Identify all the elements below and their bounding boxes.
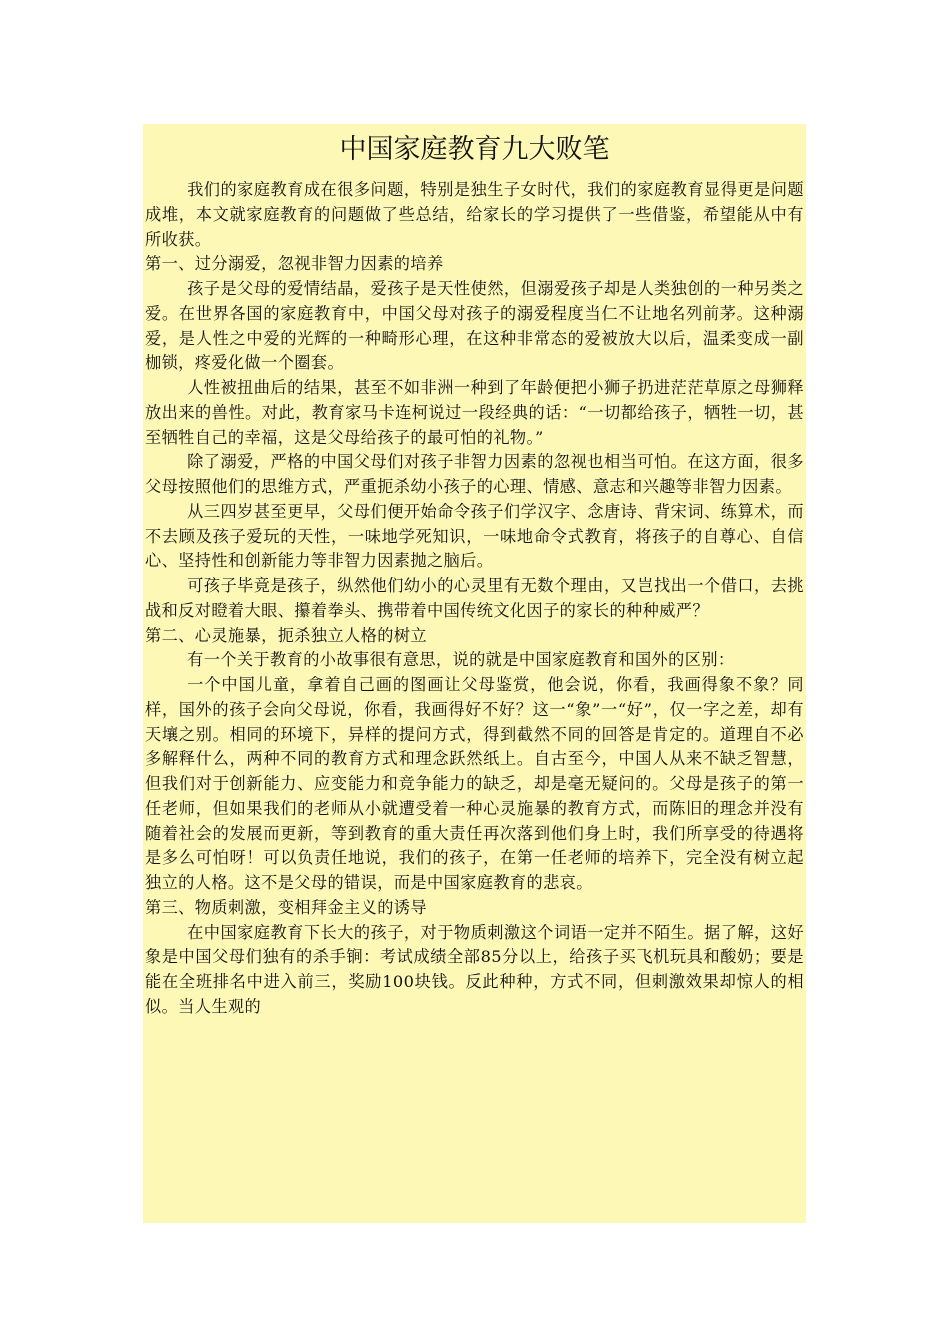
section-heading-2: 第二、心灵施暴，扼杀独立人格的树立 xyxy=(145,625,427,645)
intro-paragraph: 我们的家庭教育成在很多问题，特别是独生子女时代，我们的家庭教育显得更是问题成堆，本文就家庭教育的问题做了些总结，给家长的学习提供了一些借鉴，希望能从中有所收获。 xyxy=(145,180,804,249)
section-3-paragraph-1: 在中国家庭教育下长大的孩子，对于物质刺激这个词语一定并不陌生。据了解，这好象是中国父母们独有的杀手锏：考试成绩全部85分以上，给孩子买飞机玩具和酸奶；要是能在全班排名中进入前三，奖励100块钱。反此种种，方式不同，但刺激效果却惊人的相似。当人生观的 xyxy=(145,922,804,1016)
section-heading-3: 第三、物质刺激，变相拜金主义的诱导 xyxy=(145,897,427,917)
section-1-paragraph-5: 可孩子毕竟是孩子，纵然他们幼小的心灵里有无数个理由，又岂找出一个借口，去挑战和反对瞪着大眼、攥着拳头、携带着中国传统文化因子的家长的种种威严？ xyxy=(145,576,804,620)
section-2-paragraph-2: 一个中国儿童，拿着自己画的图画让父母鉴赏，他会说，你看，我画得象不象？同样，国外的孩子会向父母说，你看，我画得好不好？这一“象”一“好”，仅一字之差，却有天壤之别。相同的环境下，异样的提问方式，得到截然不同的回答是肯定的。道理自不必多解释什么，两种不同的教育方式和理念跃然纸上。自古至今，中国人从来不缺乏智慧，但我们对于创新能力、应变能力和竞争能力的缺乏，却是毫无疑问的。父母是孩子的第一任老师，但如果我们的老师从小就遭受着一种心灵施暴的教育方式，而陈旧的理念并没有随着社会的发展而更新，等到教育的重大责任再次落到他们身上时，我们所享受的待遇将是多么可怕呀！可以负责任地说，我们的孩子，在第一任老师的培养下，完全没有树立起独立的人格。这不是父母的错误，而是中国家庭教育的悲哀。 xyxy=(145,675,804,892)
section-2-paragraph-1: 有一个关于教育的小故事很有意思，说的就是中国家庭教育和国外的区别： xyxy=(187,650,735,670)
section-1-paragraph-4: 从三四岁甚至更早，父母们便开始命令孩子们学汉字、念唐诗、背宋词、练算术，而不去顾及孩子爱玩的天性，一味地学死知识，一味地命令式教育，将孩子的自尊心、自信心、坚持性和创新能力等非智力因素抛之脑后。 xyxy=(145,501,804,571)
article-title: 中国家庭教育九大败笔 xyxy=(339,134,610,165)
section-heading-1: 第一、过分溺爱，忽视非智力因素的培养 xyxy=(145,254,444,274)
section-1-paragraph-3: 除了溺爱，严格的中国父母们对孩子非智力因素的忽视也相当可怕。在这方面，很多父母按照他们的思维方式，严重扼杀幼小孩子的心理、情感、意志和兴趣等非智力因素。 xyxy=(145,452,804,496)
section-1-paragraph-2: 人性被扭曲后的结果，甚至不如非洲一种到了年龄便把小狮子扔进茫茫草原之母狮释放出来的兽性。对此，教育家马卡连柯说过一段经典的话：“一切都给孩子，牺牲一切，甚至牺牲自己的幸福，这是父母给孩子的最可怕的礼物。” xyxy=(145,378,804,447)
article-body xyxy=(143,124,806,1223)
section-1-paragraph-1: 孩子是父母的爱情结晶，爱孩子是天性使然，但溺爱孩子却是人类独创的一种另类之爱。在世界各国的家庭教育中，中国父母对孩子的溺爱程度当仁不让地名列前茅。这种溺爱，是人性之中爱的光辉的一种畸形心理，在这种非常态的爱被放大以后，温柔变成一副枷锁，疼爱化做一个圈套。 xyxy=(145,279,804,373)
